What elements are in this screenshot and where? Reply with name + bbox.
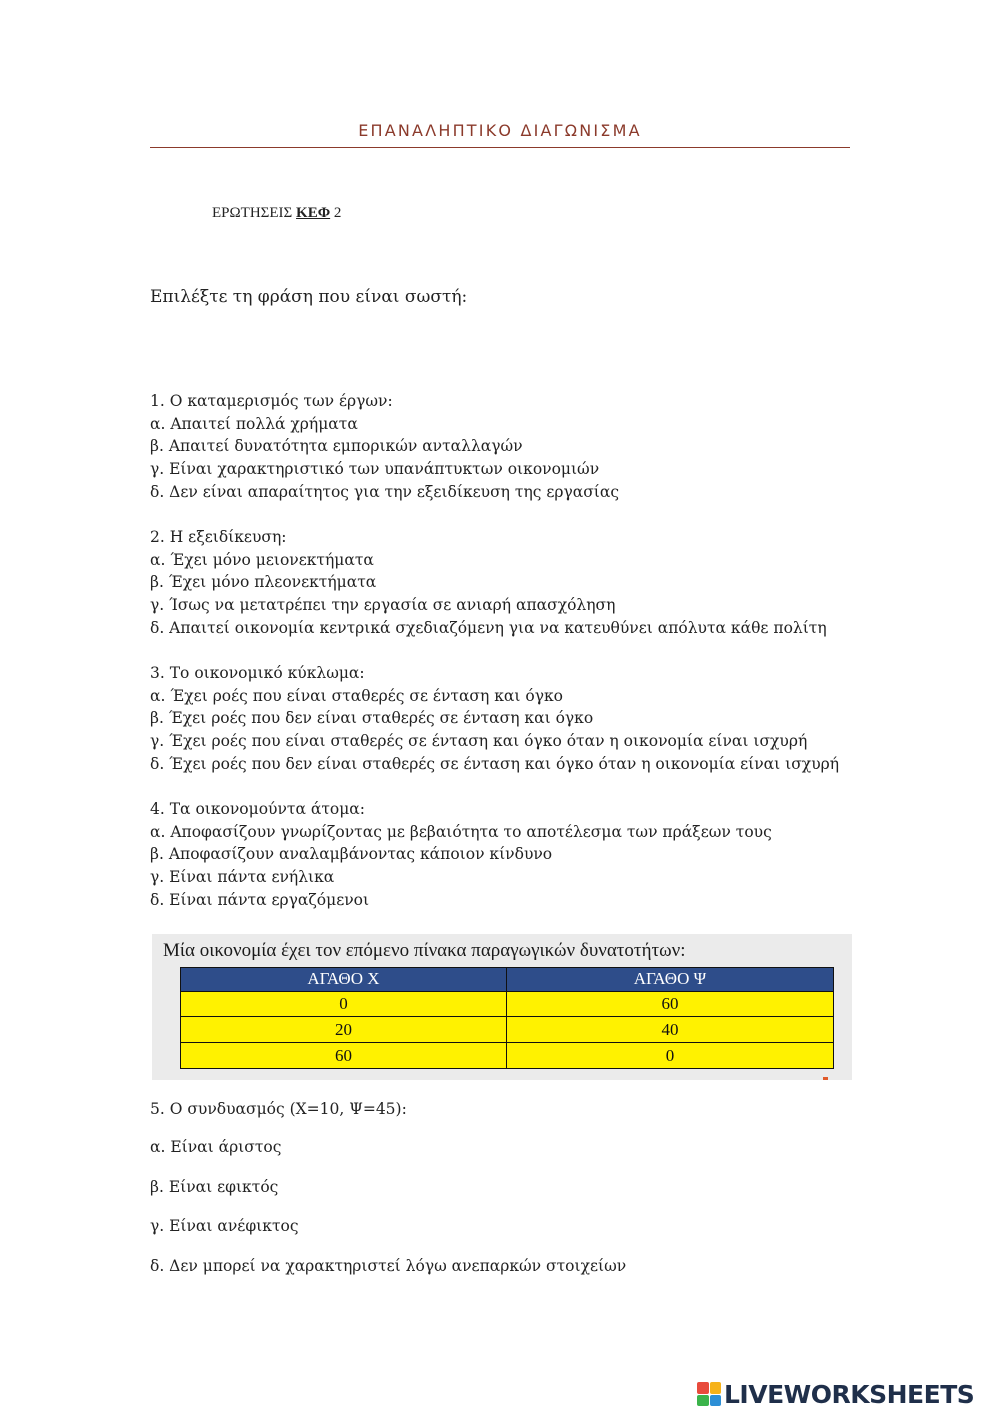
ppf-table-image <box>152 934 852 1080</box>
header-good-y: ΑΓΑΘΟ Ψ <box>506 968 833 992</box>
cell-good-y: 0 <box>506 1043 833 1069</box>
question-stem: 2. Η εξειδίκευση: <box>150 528 287 546</box>
liveworksheets-logo-icon <box>697 1382 721 1406</box>
option-c[interactable]: γ. Ίσως να μετατρέπει την εργασία σε ανιαρή απασχόληση <box>150 596 616 615</box>
decorative-mark <box>823 1077 828 1080</box>
table-header-row <box>181 968 834 992</box>
title-divider <box>150 147 850 148</box>
option-d[interactable]: δ. Είναι πάντα εργαζόμενοι <box>150 890 370 909</box>
option-b[interactable]: β. Έχει μόνο πλεονεκτήματα <box>150 573 377 592</box>
option-d[interactable]: δ. Δεν είναι απαραίτητος για την εξειδίκευση της εργασίας <box>150 482 620 501</box>
option-a[interactable]: α. Έχει ροές που είναι σταθερές σε ένταση και όγκο <box>150 686 563 705</box>
question-5-stem: 5. Ο συνδυασμός (Χ=10, Ψ=45): <box>150 1100 407 1118</box>
instruction-text: Επιλέξτε τη φράση που είναι σωστή: <box>150 287 468 307</box>
question-4 <box>150 798 772 912</box>
brand-name: LIVEWORKSHEETS <box>724 1379 975 1409</box>
q5-option-b[interactable]: β. Είναι εφικτός <box>150 1178 279 1196</box>
question-3 <box>150 662 839 776</box>
option-d[interactable]: δ. Έχει ροές που δεν είναι σταθερές σε ένταση και όγκο όταν η οικονομία είναι ισχυρή <box>150 754 840 773</box>
table-row <box>181 991 834 1017</box>
option-a[interactable]: α. Αποφασίζουν γνωρίζοντας με βεβαιότητα το αποτέλεσμα των πράξεων τους <box>150 822 772 841</box>
cell-good-x: 20 <box>181 1017 507 1043</box>
option-c[interactable]: γ. Είναι πάντα ενήλικα <box>150 868 335 887</box>
page-title: ΕΠΑΝΑΛΗΠΤΙΚΟ ΔΙΑΓΩΝΙΣΜΑ <box>358 121 642 140</box>
subtitle-suffix: 2 <box>330 205 342 221</box>
subtitle-prefix: ΕΡΩΤΗΣΕΙΣ <box>212 205 297 221</box>
header-good-x: ΑΓΑΘΟ Χ <box>181 968 507 992</box>
subtitle-kef: ΚΕΦ <box>296 205 331 221</box>
q5-option-d[interactable]: δ. Δεν μπορεί να χαρακτηριστεί λόγω ανεπαρκών στοιχείων <box>150 1257 627 1275</box>
question-stem: 1. Ο καταμερισμός των έργων: <box>150 392 393 410</box>
table-row <box>181 1043 834 1069</box>
option-b[interactable]: β. Απαιτεί δυνατότητα εμπορικών ανταλλαγών <box>150 437 523 456</box>
question-stem: 4. Τα οικονομούντα άτομα: <box>150 800 365 818</box>
cell-good-y: 60 <box>506 991 833 1017</box>
table-row <box>181 1017 834 1043</box>
question-stem: 3. Το οικονομικό κύκλωμα: <box>150 664 365 682</box>
cell-good-x: 0 <box>181 991 507 1017</box>
ppf-table <box>180 967 834 1069</box>
cell-good-x: 60 <box>181 1043 507 1069</box>
option-a[interactable]: α. Απαιτεί πολλά χρήματα <box>150 414 358 433</box>
option-b[interactable]: β. Έχει ροές που δεν είναι σταθερές σε ένταση και όγκο <box>150 709 594 728</box>
cell-good-y: 40 <box>506 1017 833 1043</box>
q5-option-a[interactable]: α. Είναι άριστος <box>150 1138 282 1156</box>
table-caption: Μία οικονομία έχει τον επόμενο πίνακα παραγωγικών δυνατοτήτων: <box>163 940 686 961</box>
question-1 <box>150 390 619 504</box>
option-c[interactable]: γ. Είναι χαρακτηριστικό των υπανάπτυκτων οικονομιών <box>150 460 600 479</box>
section-subtitle <box>212 205 341 222</box>
option-a[interactable]: α. Έχει μόνο μειονεκτήματα <box>150 550 374 569</box>
liveworksheets-branding <box>697 1379 974 1409</box>
option-b[interactable]: β. Αποφασίζουν αναλαμβάνοντας κάποιον κίνδυνο <box>150 845 553 864</box>
question-2 <box>150 526 827 640</box>
q5-option-c[interactable]: γ. Είναι ανέφικτος <box>150 1217 299 1235</box>
option-c[interactable]: γ. Έχει ροές που είναι σταθερές σε ένταση και όγκο όταν η οικονομία είναι ισχυρή <box>150 732 808 751</box>
option-d[interactable]: δ. Απαιτεί οικονομία κεντρικά σχεδιαζόμενη για να κατευθύνει απόλυτα κάθε πολίτη <box>150 618 827 637</box>
